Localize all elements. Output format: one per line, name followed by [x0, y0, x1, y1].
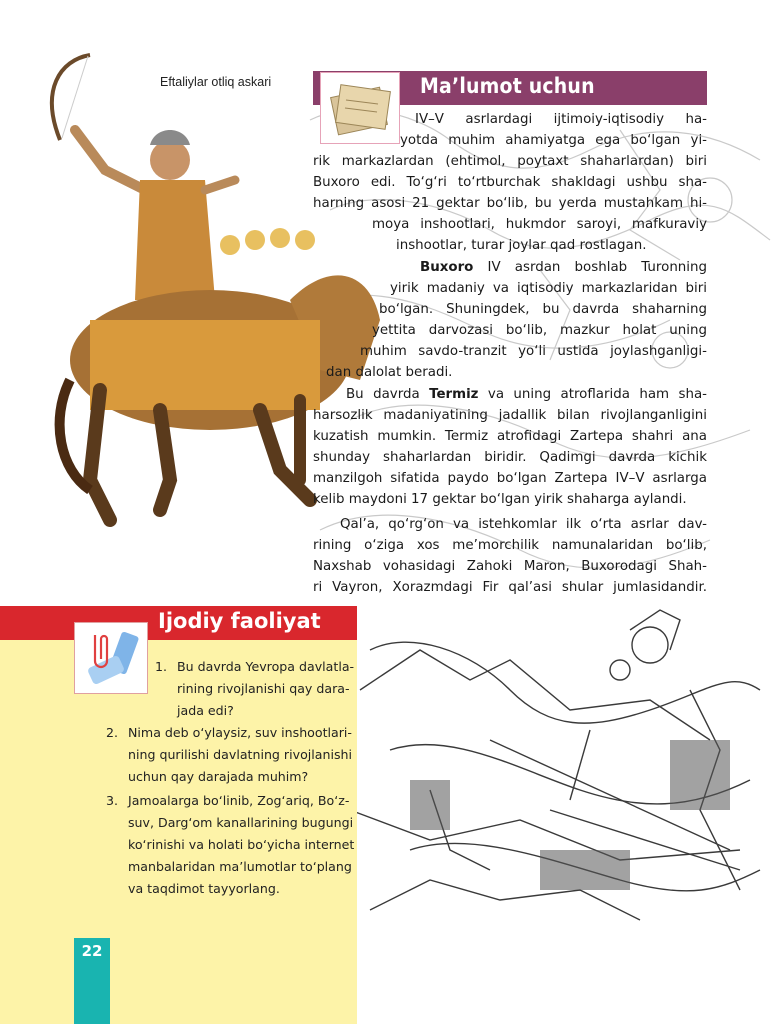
info-line-3: rik markazlardan (ehtimol, poytaxt shaharlardan) biri — [313, 154, 707, 169]
p3-line-4: shunday shaharlardan biridir. Qadimgi davrda kichik — [313, 450, 707, 465]
page-number: 22 — [81, 942, 103, 960]
p2-line-3: bo‘lgan. Shuningdek, bu davrda shaharning — [379, 302, 707, 317]
bukhara-bold: Buxoro — [420, 260, 474, 275]
p2-line-6: dan dalolat beradi. — [326, 365, 453, 380]
p4-line-1: Qal’a, qo‘rg‘on va istehkomlar ilk o‘rta asrlar dav- — [340, 517, 707, 532]
task-3-num: 3. — [106, 793, 119, 808]
task-3-line-1: Jamoalarga bo‘linib, Zog‘ariq, Bo‘z- — [128, 793, 350, 808]
p3-line-1: va uning atroflarida ham sha- — [478, 387, 707, 402]
task-2-line-2: ning qurilishi davlatning rivojlanishi — [128, 747, 353, 762]
info-line-5: harning asosi 21 gektar bo‘lib, bu yerda mustahkam hi- — [313, 196, 707, 211]
task-1-line-2: rining rivojlanishi qay dara- — [177, 681, 350, 696]
p3-line-6: kelib maydoni 17 gektar bo‘lgan yirik shaharga aylandi. — [313, 492, 687, 507]
p2-line-2: yirik madaniy va iqtisodiy markazlaridan biri — [390, 281, 707, 296]
p4-line-4: ri Vayron, Xorazmdagi Fir qal’asi shular jumlasidandir. — [313, 580, 707, 595]
paperclip-pencil-icon — [74, 622, 148, 694]
task-1-line-3: jada edi? — [177, 703, 234, 718]
task-2-num: 2. — [106, 725, 119, 740]
p2-line-1: IV asrdan boshlab Turonning — [473, 260, 707, 275]
p4-line-2: rining o‘ziga xos me’morchilik namunalaridan bo‘lib, — [313, 538, 707, 553]
task-1-num: 1. — [155, 659, 168, 674]
p3-pre: Bu davrda — [346, 387, 430, 402]
termiz-bold: Termiz — [429, 387, 479, 402]
info-line-2: yotda muhim ahamiyatga ega bo‘lgan yi- — [400, 133, 707, 148]
task-3-line-4: manbalaridan ma’lumotlar to‘plang — [128, 859, 352, 874]
info-line-7: inshootlar, turar joylar qad rostlagan. — [396, 238, 647, 253]
image-caption: Eftaliylar otliq askari — [160, 75, 272, 89]
p3-line-5: manzilgoh sifatida paydo bo‘lgan Zartepa IV–V asrlarga — [313, 471, 707, 486]
task-1-line-1: Bu davrda Yevropa davlatla- — [177, 659, 355, 674]
p2-line-4: yettita darvozasi bo‘lib, mazkur holat uning — [372, 323, 707, 338]
info-box-title: Ma’lumot uchun — [420, 74, 595, 98]
papers-icon — [320, 72, 400, 144]
p3-line-2: harsozlik madaniyatining jadallik bilan rivojlanganligini — [313, 408, 707, 423]
p2-line-5: muhim savdo-tranzit yo‘li ustida joylashganligi- — [360, 344, 707, 359]
p4-line-3: Naxshab vohasidagi Zahoki Maron, Buxorodagi Shah- — [313, 559, 707, 574]
task-2-line-1: Nima deb o‘ylaysiz, suv inshootlari- — [128, 725, 352, 740]
p3-line-3: kuzatish mumkin. Termiz atrofidagi Zartepa shahri ana — [313, 429, 707, 444]
task-3-line-5: va taqdimot tayyorlang. — [128, 881, 280, 896]
task-3-line-3: ko‘rinishi va holati bo‘yicha internet — [128, 837, 355, 852]
info-line-4: Buxoro edi. To‘g‘ri to‘rtburchak shakldagi ushbu sha- — [313, 175, 707, 190]
task-3-line-2: suv, Darg‘om kanallarining bugungi — [128, 815, 354, 830]
info-line-6: moya inshootlari, hukmdor saroyi, mafkuraviy — [372, 217, 707, 232]
creative-activity-title: Ijodiy faoliyat — [158, 609, 321, 633]
info-line-1: IV–V asrlardagi ijtimoiy-iqtisodiy ha- — [415, 112, 707, 127]
task-2-line-3: uchun qay darajada muhim? — [128, 769, 309, 784]
